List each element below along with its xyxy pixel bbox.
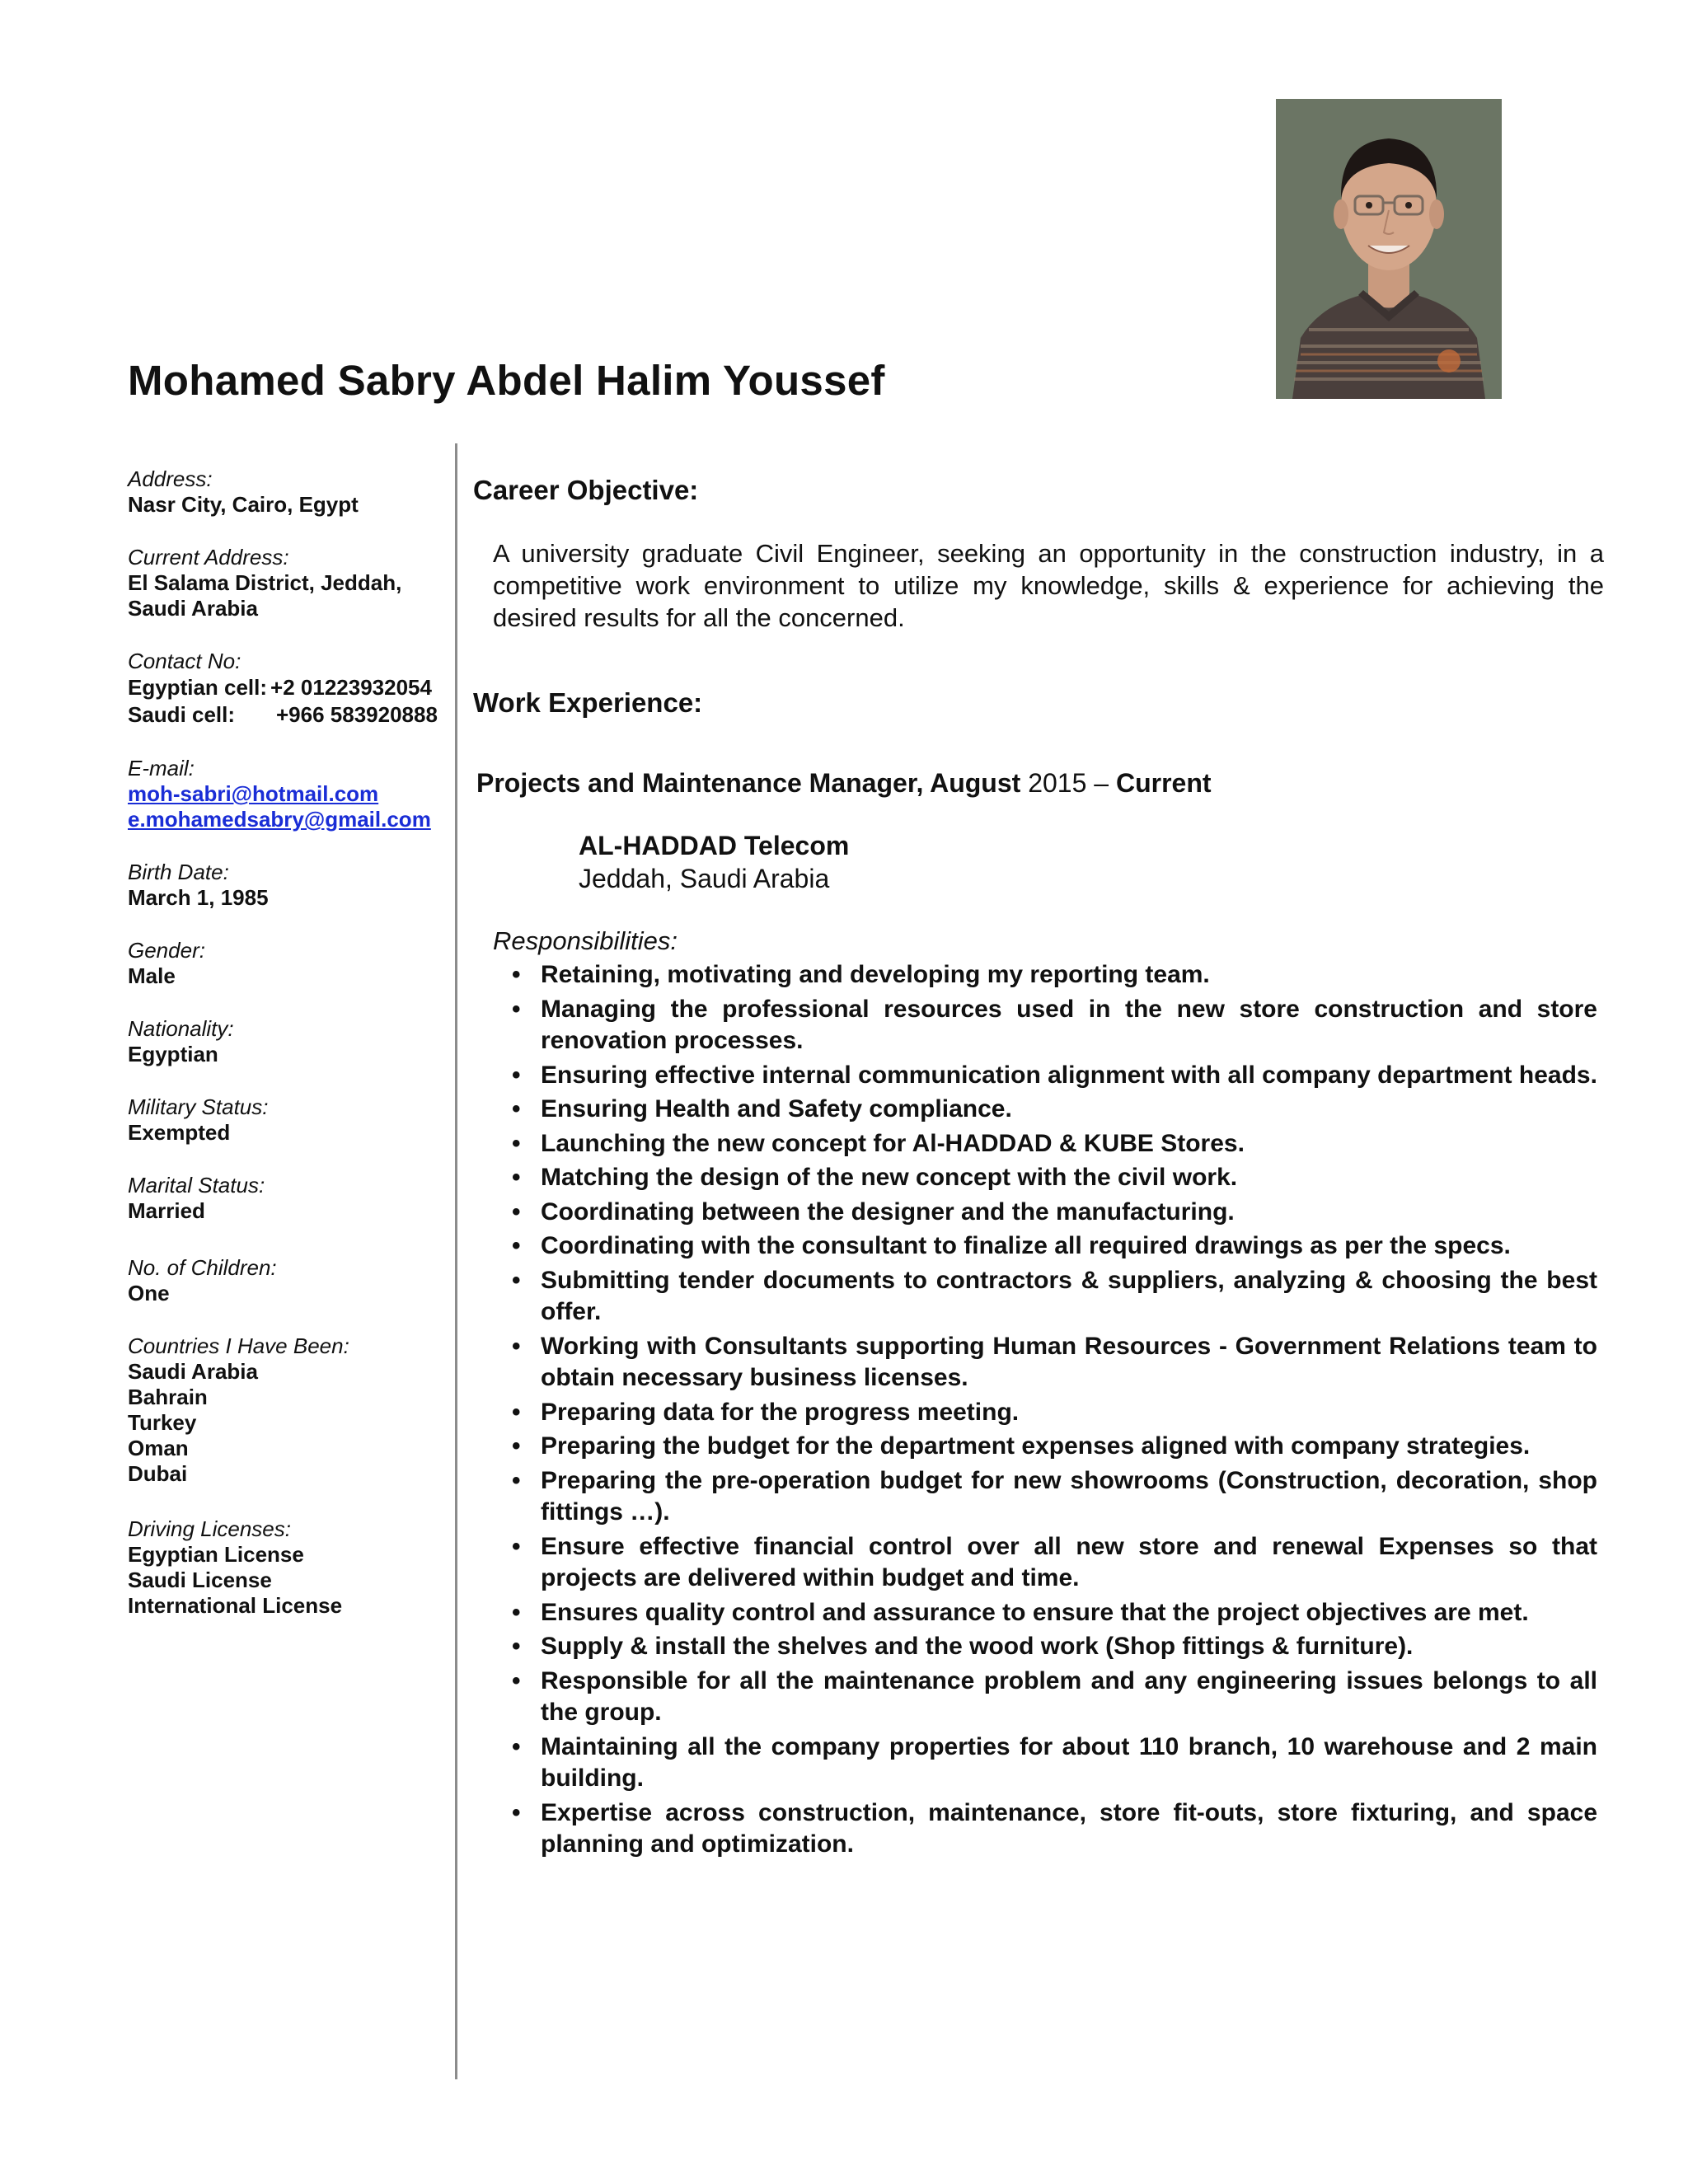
country-item: Turkey: [128, 1410, 197, 1435]
address-field: [128, 466, 445, 518]
list-item-text: Retaining, motivating and developing my reporting team.: [541, 961, 1210, 988]
job-start-year: 2015 –: [1020, 768, 1116, 798]
list-item-text: Preparing the budget for the department expenses aligned with company strategies.: [541, 1432, 1531, 1460]
birth-date-field: [128, 860, 445, 911]
country-item: Oman: [128, 1436, 189, 1460]
company-name: AL-HADDAD Telecom: [579, 831, 850, 860]
licenses-field: [128, 1516, 445, 1619]
bullet-icon: •: [512, 961, 521, 988]
egyptian-cell-label: Egyptian cell:: [128, 675, 268, 700]
bullet-icon: •: [512, 995, 521, 1023]
job-current: Current: [1115, 768, 1212, 798]
list-item-text: Ensuring Health and Safety compliance.: [541, 1095, 1012, 1122]
saudi-cell: [128, 701, 445, 729]
marital-label: Marital Status:: [128, 1173, 265, 1197]
contact-field: [128, 649, 445, 729]
list-item-text: Responsible for all the maintenance problem and any engineering issues belongs to all the group.: [541, 1666, 1597, 1726]
birth-date-label: Birth Date:: [128, 860, 229, 884]
profile-photo: [1276, 99, 1502, 399]
list-item: [509, 1666, 1597, 1729]
military-field: [128, 1094, 445, 1146]
list-item-text: Maintaining all the company properties for about 110 branch, 10 warehouse and 2 main building.: [541, 1732, 1597, 1792]
career-objective-heading: Career Objective:: [473, 475, 699, 505]
birth-date-value: March 1, 1985: [128, 885, 269, 910]
list-item-text: Working with Consultants supporting Human Resources - Government Relations team to obtain necessary business licenses.: [541, 1332, 1597, 1391]
saudi-cell-number: +966 583920888: [276, 702, 438, 727]
column-divider: [455, 443, 457, 2079]
work-experience-heading: Work Experience:: [473, 687, 703, 718]
bullet-icon: •: [512, 1666, 521, 1694]
company-location: Jeddah, Saudi Arabia: [579, 864, 830, 893]
country-item: Dubai: [128, 1461, 188, 1486]
bullet-icon: •: [512, 1266, 521, 1294]
person-portrait-icon: [1276, 99, 1502, 399]
countries-label: Countries I Have Been:: [128, 1333, 349, 1358]
contact-label: Contact No:: [128, 649, 241, 673]
list-item-text: Preparing data for the progress meeting.: [541, 1398, 1020, 1426]
license-item: Egyptian License: [128, 1542, 304, 1567]
list-item: [509, 1431, 1597, 1463]
personal-info-sidebar: [128, 466, 445, 1646]
bullet-icon: •: [512, 1095, 521, 1122]
bullet-icon: •: [512, 1061, 521, 1089]
list-item-text: Preparing the pre-operation budget for new showrooms (Construction, decoration, shop fittings …).: [541, 1466, 1597, 1526]
children-field: [128, 1255, 445, 1306]
list-item: [509, 1331, 1597, 1394]
bullet-icon: •: [512, 1732, 521, 1760]
list-item: [509, 1465, 1597, 1529]
bullet-icon: •: [512, 1532, 521, 1560]
list-item-text: Coordinating between the designer and the manufacturing.: [541, 1197, 1235, 1226]
bullet-icon: •: [512, 1633, 521, 1660]
list-item: [509, 994, 1597, 1057]
countries-field: [128, 1333, 445, 1487]
children-label: No. of Children:: [128, 1255, 277, 1280]
list-item: [509, 1265, 1597, 1329]
marital-field: [128, 1173, 445, 1224]
bullet-icon: •: [512, 1332, 521, 1360]
egyptian-cell-number: +2 01223932054: [270, 675, 432, 700]
egyptian-cell: [128, 674, 445, 701]
list-item: [509, 1128, 1597, 1160]
list-item-text: Supply & install the shelves and the wood work (Shop fittings & furniture).: [541, 1633, 1414, 1660]
bullet-icon: •: [512, 1598, 521, 1626]
saudi-cell-label: Saudi cell:: [128, 702, 236, 727]
list-item: [509, 1732, 1597, 1795]
list-item: [509, 959, 1597, 991]
list-item: [509, 1230, 1597, 1263]
list-item-text: Expertise across construction, maintenance, store fit-outs, store fixturing, and space planning and optimization.: [541, 1798, 1597, 1858]
gender-label: Gender:: [128, 938, 205, 963]
list-item-text: Managing the professional resources used in the new store construction and store renovation processes.: [541, 995, 1597, 1054]
bullet-icon: •: [512, 1432, 521, 1460]
nationality-value: Egyptian: [128, 1042, 218, 1066]
bullet-icon: •: [512, 1232, 521, 1259]
country-item: Bahrain: [128, 1385, 208, 1409]
license-item: Saudi License: [128, 1568, 272, 1592]
list-item: [509, 1631, 1597, 1663]
marital-value: Married: [128, 1198, 205, 1223]
bullet-icon: •: [512, 1798, 521, 1826]
list-item: [509, 1094, 1597, 1126]
address-label: Address:: [128, 466, 213, 491]
current-address-line2: Saudi Arabia: [128, 596, 258, 621]
job-title-line: [476, 768, 1212, 799]
list-item: [509, 1597, 1597, 1629]
address-value: Nasr City, Cairo, Egypt: [128, 492, 359, 517]
list-item-text: Ensuring effective internal communication alignment with all company department heads.: [541, 1061, 1597, 1089]
bullet-icon: •: [512, 1197, 521, 1226]
gender-value: Male: [128, 963, 176, 988]
responsibilities-list: [509, 959, 1597, 1863]
list-item-text: Ensure effective financial control over all new store and renewal Expenses so that projects are delivered within budget and time.: [541, 1532, 1597, 1591]
list-item: [509, 1162, 1597, 1194]
email-link-hotmail[interactable]: moh-sabri@hotmail.com: [128, 781, 379, 806]
career-objective-text: A university graduate Civil Engineer, seeking an opportunity in the construction industry, in a competitive work environment to utilize my knowledge, skills & experience for achieving the desired results for all the concerned.: [493, 539, 1604, 632]
list-item: [509, 1060, 1597, 1092]
candidate-name: Mohamed Sabry Abdel Halim Youssef: [128, 357, 885, 404]
list-item: [509, 1197, 1597, 1229]
email-link-gmail[interactable]: e.mohamedsabry@gmail.com: [128, 807, 431, 832]
nationality-field: [128, 1016, 445, 1067]
country-item: Saudi Arabia: [128, 1359, 258, 1384]
list-item-text: Submitting tender documents to contractors & suppliers, analyzing & choosing the best offer.: [541, 1266, 1597, 1325]
list-item-text: Matching the design of the new concept with the civil work.: [541, 1164, 1238, 1191]
military-label: Military Status:: [128, 1094, 269, 1119]
list-item-text: Coordinating with the consultant to finalize all required drawings as per the specs.: [541, 1232, 1511, 1259]
list-item: [509, 1797, 1597, 1861]
gender-field: [128, 938, 445, 989]
current-address-line1: El Salama District, Jeddah,: [128, 570, 402, 595]
list-item: [509, 1397, 1597, 1429]
list-item-text: Ensures quality control and assurance to ensure that the project objectives are met.: [541, 1598, 1529, 1626]
email-field: [128, 756, 445, 832]
bullet-icon: •: [512, 1129, 521, 1157]
military-value: Exempted: [128, 1120, 231, 1145]
list-item: [509, 1531, 1597, 1595]
bullet-icon: •: [512, 1466, 521, 1494]
current-address-label: Current Address:: [128, 545, 289, 569]
current-address-field: [128, 545, 445, 621]
bullet-icon: •: [512, 1398, 521, 1426]
responsibilities-label: Responsibilities:: [493, 926, 678, 955]
license-item: International License: [128, 1593, 343, 1618]
bullet-icon: •: [512, 1164, 521, 1191]
email-label: E-mail:: [128, 756, 195, 780]
job-title: Projects and Maintenance Manager, August: [476, 768, 1021, 798]
children-value: One: [128, 1281, 170, 1305]
list-item-text: Launching the new concept for Al-HADDAD & KUBE Stores.: [541, 1129, 1245, 1157]
licenses-label: Driving Licenses:: [128, 1516, 291, 1541]
nationality-label: Nationality:: [128, 1016, 234, 1041]
